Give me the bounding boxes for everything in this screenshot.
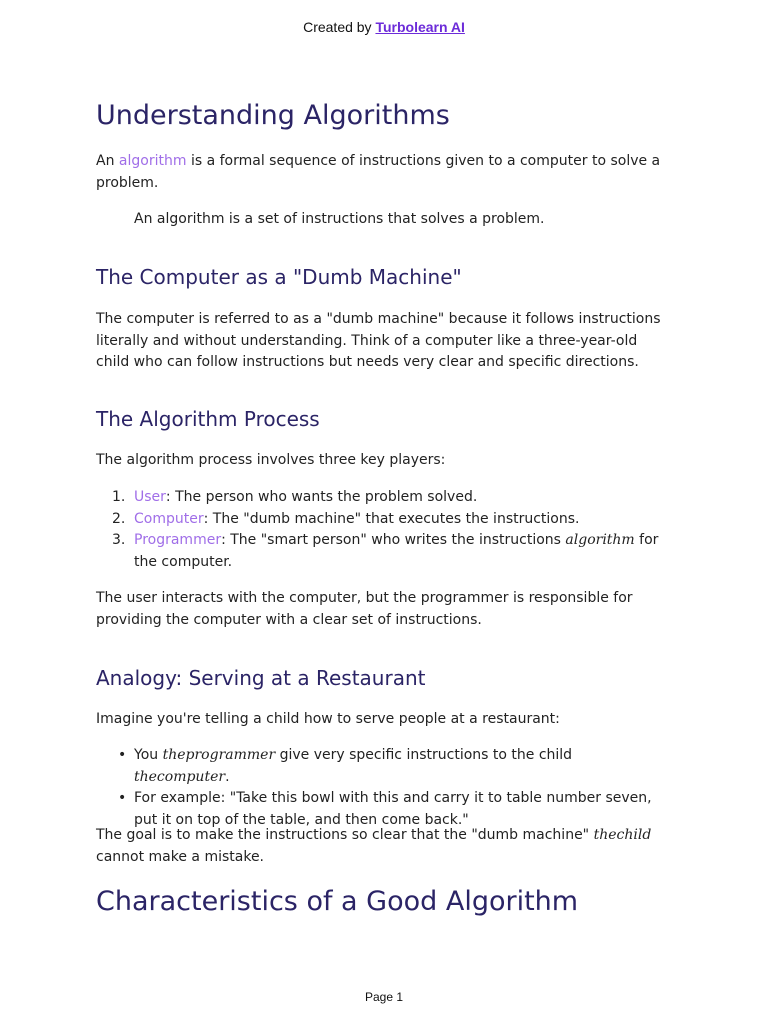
definition-quote: An algorithm is a set of instructions that solves a problem. bbox=[134, 211, 545, 227]
intro-rest: is a formal sequence of instructions given to a computer to solve a problem. bbox=[96, 153, 661, 191]
dumb-machine-paragraph: The computer is referred to as a "dumb machine" because it follows instructions literally and without understanding. Think of a computer like a three-year-old child who can follow instructions but needs very clear and specific directions. bbox=[96, 311, 661, 370]
player-desc-tail: for the computer. bbox=[134, 532, 659, 570]
list-number: 3. bbox=[112, 532, 126, 548]
math-the-computer: thecomputer bbox=[134, 768, 226, 785]
player-desc: : The person who wants the problem solved. bbox=[165, 489, 478, 505]
process-outro: The user interacts with the computer, but the programmer is responsible for providing the computer with a clear set of instructions. bbox=[96, 590, 633, 628]
heading-dumb-machine: The Computer as a "Dumb Machine" bbox=[96, 265, 462, 289]
goal-text-tail: cannot make a mistake. bbox=[96, 848, 265, 865]
list-item bbox=[96, 509, 671, 531]
player-desc: : The "dumb machine" that executes the instructions. bbox=[203, 510, 580, 527]
page-number: Page 1 bbox=[364, 990, 404, 1004]
analogy-list bbox=[96, 745, 671, 831]
player-term: Computer bbox=[134, 510, 204, 527]
list-number: 2. bbox=[112, 510, 126, 527]
bullet-text: For example: "Take this bowl with this and carry it to table number seven, put it on top of the table, and then come back." bbox=[134, 790, 652, 828]
bullet-text: You bbox=[134, 747, 159, 763]
bullet-text: give very specific instructions to the child bbox=[279, 747, 573, 763]
goal-text: The goal is to make the instructions so clear that the "dumb machine" bbox=[96, 827, 590, 843]
heading-analogy: Analogy: Serving at a Restaurant bbox=[96, 666, 426, 690]
credit-line bbox=[0, 19, 768, 35]
intro-paragraph bbox=[96, 151, 666, 194]
heading-algorithm-process: The Algorithm Process bbox=[96, 407, 320, 431]
player-term: User bbox=[134, 489, 166, 505]
bullet-period: . bbox=[225, 768, 230, 785]
math-algorithm: algorithm bbox=[565, 532, 635, 548]
list-item bbox=[96, 487, 671, 509]
list-item bbox=[96, 530, 671, 573]
goal-paragraph bbox=[96, 825, 666, 868]
page-title: Understanding Algorithms bbox=[96, 100, 450, 131]
heading-characteristics: Characteristics of a Good Algorithm bbox=[96, 886, 579, 917]
analogy-intro: Imagine you're telling a child how to serve people at a restaurant: bbox=[96, 711, 560, 727]
algorithm-term: algorithm bbox=[118, 153, 187, 169]
turbolearn-link[interactable]: Turbolearn AI bbox=[375, 19, 465, 35]
players-list bbox=[96, 487, 671, 573]
intro-prefix: An bbox=[96, 153, 115, 169]
math-the-programmer: theprogrammer bbox=[162, 747, 276, 763]
bullet-dot: • bbox=[118, 747, 127, 763]
player-desc: : The "smart person" who writes the instructions bbox=[221, 532, 561, 548]
list-number: 1. bbox=[112, 489, 126, 505]
bullet-dot: • bbox=[118, 790, 127, 806]
math-the-child: thechild bbox=[593, 827, 652, 843]
player-term: Programmer bbox=[134, 532, 222, 548]
process-intro: The algorithm process involves three key players: bbox=[96, 452, 446, 468]
credit-prefix: Created by bbox=[303, 19, 372, 35]
list-item bbox=[96, 745, 671, 788]
